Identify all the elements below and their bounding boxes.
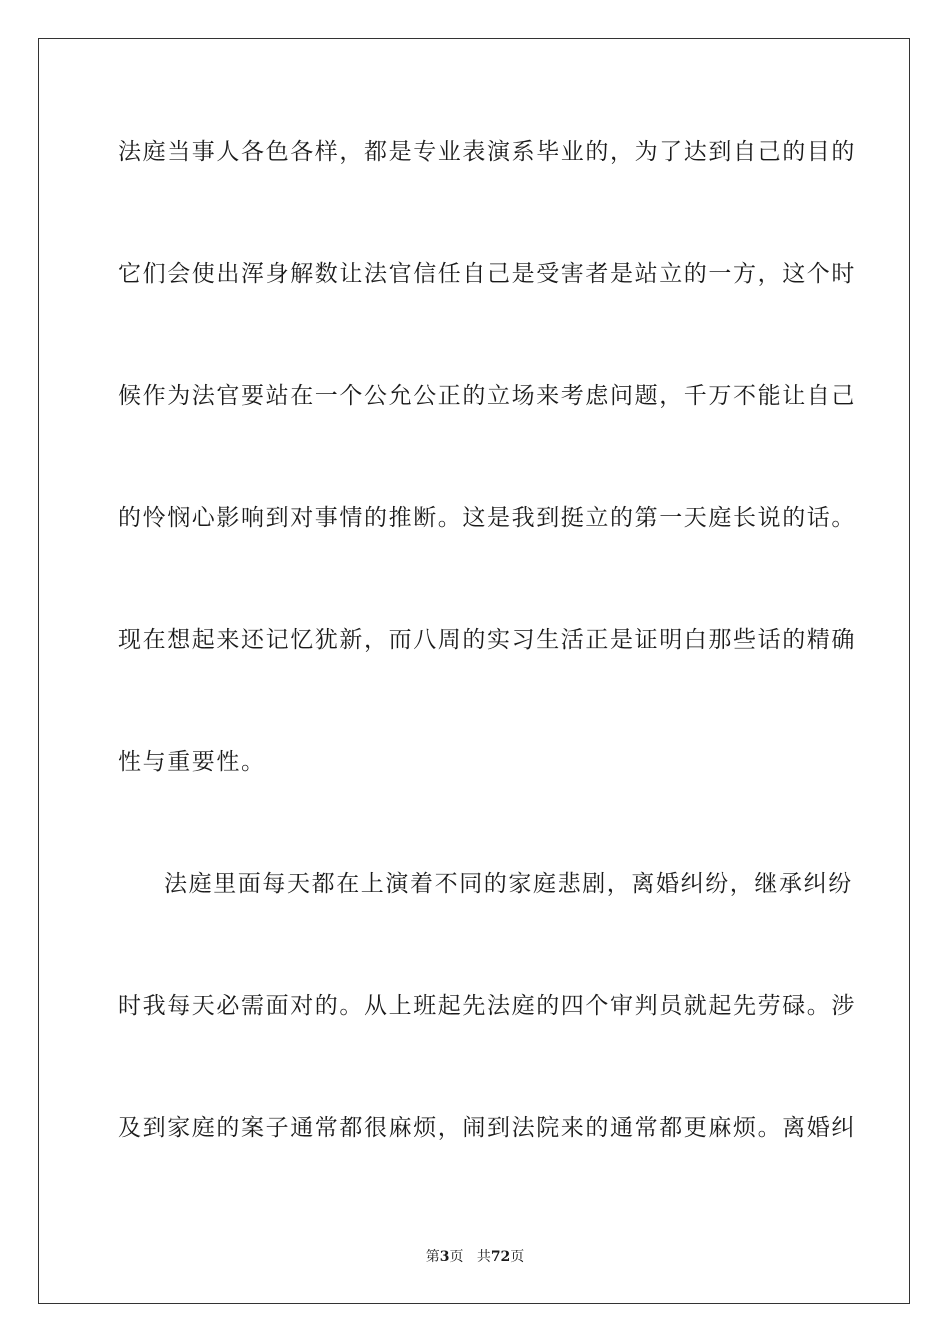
paragraph-line-1: 法庭当事人各色各样，都是专业表演系毕业的，为了达到自己的目的 xyxy=(118,139,856,165)
page-suffix: 页 xyxy=(449,1249,464,1265)
page-footer xyxy=(0,1248,950,1266)
paragraph-line-3: 候作为法官要站在一个公允公正的立场来考虑问题，千万不能让自己 xyxy=(118,383,856,409)
page-number: 3 xyxy=(439,1249,450,1265)
paragraph-line-7: 法庭里面每天都在上演着不同的家庭悲剧，离婚纠纷，继承纠纷 xyxy=(164,871,853,897)
total-pages: 72 xyxy=(490,1249,511,1265)
paragraph-line-6: 性与重要性。 xyxy=(118,749,266,775)
page-prefix: 第 xyxy=(425,1249,440,1265)
paragraph-line-5: 现在想起来还记忆犹新，而八周的实习生活正是证明白那些话的精确 xyxy=(118,627,856,653)
paragraph-line-8: 时我每天必需面对的。从上班起先法庭的四个审判员就起先劳碌。涉 xyxy=(118,993,856,1019)
total-suffix: 页 xyxy=(510,1249,525,1265)
paragraph-line-9: 及到家庭的案子通常都很麻烦，闹到法院来的通常都更麻烦。离婚纠 xyxy=(118,1115,856,1141)
paragraph-line-2: 它们会使出浑身解数让法官信任自己是受害者是站立的一方，这个时 xyxy=(118,261,856,287)
total-prefix: 共 xyxy=(476,1249,491,1265)
paragraph-line-4: 的怜悯心影响到对事情的推断。这是我到挺立的第一天庭长说的话。 xyxy=(118,505,856,531)
